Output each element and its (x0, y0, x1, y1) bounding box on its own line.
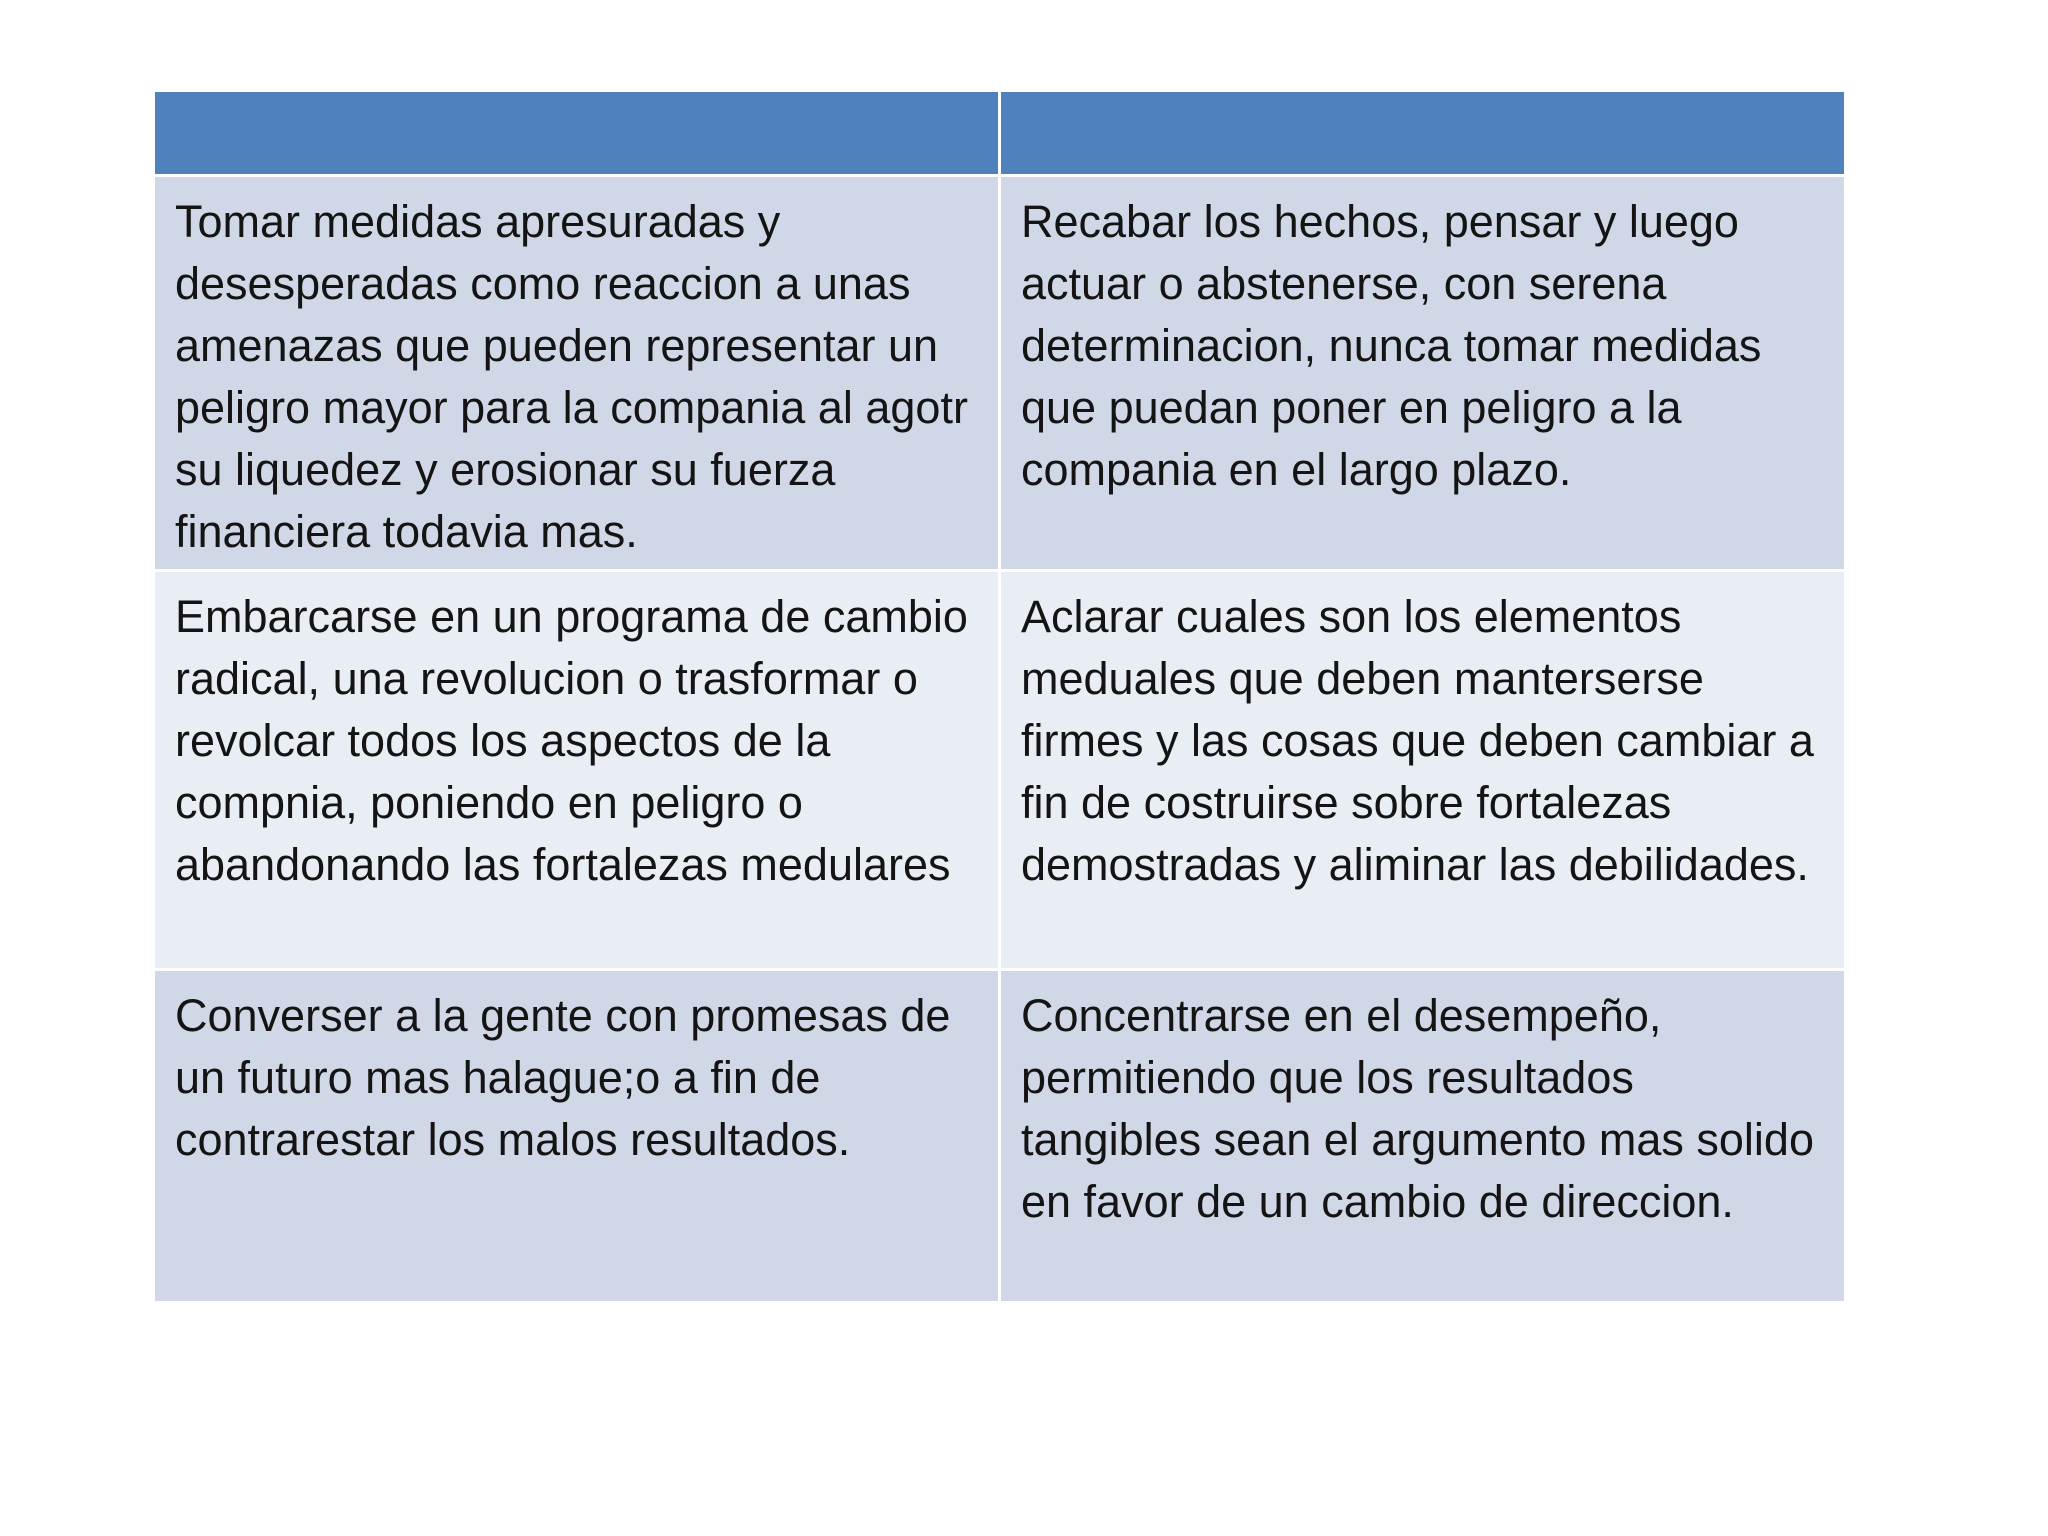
table-cell-row3-left: Converser a la gente con promesas de un futuro mas halague;o a fin de contrarestar los malos resultados. (155, 971, 998, 1301)
table-cell-row1-left: Tomar medidas apresuradas y desesperadas como reaccion a unas amenazas que pueden representar un peligro mayor para la compania al agotr su liquedez y erosionar su fuerza financiera todavia mas. (155, 177, 998, 569)
table-cell-row1-right: Recabar los hechos, pensar y luego actuar o abstenerse, con serena determinacion, nunca tomar medidas que puedan poner en peligro a la compania en el largo plazo. (1001, 177, 1844, 569)
table-cell-row2-left: Embarcarse en un programa de cambio radical, una revolucion o trasformar o revolcar todos los aspectos de la compnia, poniendo en peligro o abandonando las fortalezas medulares (155, 572, 998, 968)
table-cell-row3-right: Concentrarse en el desempeño, permitiendo que los resultados tangibles sean el argumento mas solido en favor de un cambio de direccion. (1001, 971, 1844, 1301)
table-header-right (1001, 92, 1844, 174)
table-cell-row2-right: Aclarar cuales son los elementos meduales que deben manterserse firmes y las cosas que deben cambiar a fin de costruirse sobre fortalezas demostradas y aliminar las debilidades. (1001, 572, 1844, 968)
comparison-table (155, 92, 1841, 1301)
table-header-left (155, 92, 998, 174)
